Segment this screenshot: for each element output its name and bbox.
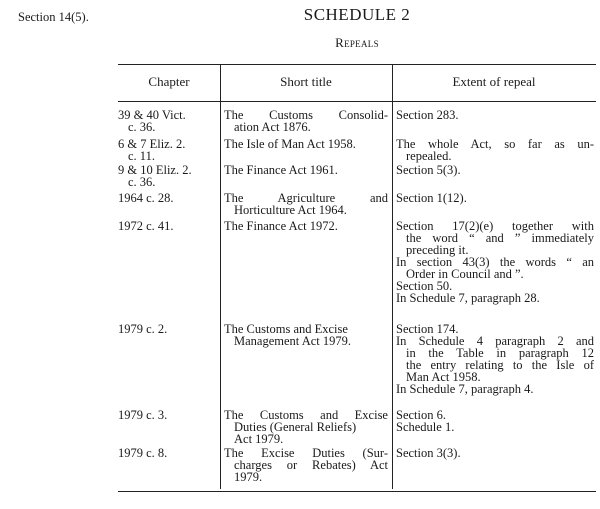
cell-line: The Finance Act 1961. — [224, 163, 338, 177]
cell-line: 1979 c. 2. — [118, 322, 168, 336]
cell-line: Section 50. — [396, 279, 453, 293]
cell-line: c. 36. — [128, 175, 156, 189]
cell-line: 6 & 7 Eliz. 2. — [118, 137, 186, 151]
cell-line: Section 5(3). — [396, 163, 461, 177]
chapter-cell — [118, 323, 216, 335]
extent-cell — [396, 192, 594, 204]
extent-cell — [396, 323, 594, 395]
extent-cell — [396, 138, 594, 162]
cell-line: 1964 c. 28. — [118, 191, 174, 205]
cell-line: in the Table in paragraph 12 — [406, 346, 594, 360]
cell-line: Section 283. — [396, 108, 459, 122]
cell-line: 9 & 10 Eliz. 2. — [118, 163, 192, 177]
cell-line: 1972 c. 41. — [118, 219, 174, 233]
chapter-cell — [118, 164, 216, 188]
cell-line: The Customs and Excise — [224, 408, 388, 422]
chapter-cell — [118, 220, 216, 232]
schedule-subtitle: Repeals — [335, 35, 379, 50]
cell-line: Management Act 1979. — [234, 334, 351, 348]
table-bottom-rule — [118, 491, 596, 492]
cell-line: 39 & 40 Vict. — [118, 108, 186, 122]
cell-line: The Customs Consolid- — [224, 108, 388, 122]
chapter-cell — [118, 138, 216, 162]
short-title-cell — [224, 109, 388, 133]
header-extent: Extent of repeal — [452, 74, 536, 89]
cell-line: The Agriculture and — [224, 191, 388, 205]
cell-line: repealed. — [406, 149, 452, 163]
margin-note: Section 14(5). — [18, 10, 89, 24]
cell-line: Man Act 1958. — [406, 370, 481, 384]
cell-line: Section 6. — [396, 408, 446, 422]
cell-line: Horticulture Act 1964. — [234, 203, 347, 217]
header-short-title: Short title — [280, 74, 332, 89]
cell-line: The Finance Act 1972. — [224, 219, 338, 233]
cell-line: In section 43(3) the words “ an — [396, 255, 594, 269]
short-title-cell — [224, 323, 388, 347]
cell-line: Section 3(3). — [396, 446, 461, 460]
chapter-cell — [118, 409, 216, 421]
chapter-cell — [118, 447, 216, 459]
cell-line: The Excise Duties (Sur- — [224, 446, 388, 460]
cell-line: Duties (General Reliefs) — [234, 420, 357, 434]
chapter-cell — [118, 192, 216, 204]
column-divider — [392, 64, 393, 489]
extent-cell — [396, 447, 594, 459]
cell-line: the word “ and ” immediately — [406, 231, 594, 245]
cell-line: In Schedule 7, paragraph 4. — [396, 382, 534, 396]
cell-line: c. 11. — [128, 149, 155, 163]
cell-line: The Isle of Man Act 1958. — [224, 137, 356, 151]
cell-line: 1979 c. 8. — [118, 446, 168, 460]
cell-line: In Schedule 4 paragraph 2 and — [396, 334, 594, 348]
cell-line: Section 174. — [396, 322, 459, 336]
chapter-cell — [118, 109, 216, 133]
header-chapter: Chapter — [148, 74, 190, 89]
short-title-cell — [224, 447, 388, 483]
short-title-cell — [224, 164, 388, 176]
cell-line: c. 36. — [128, 120, 156, 134]
short-title-cell — [224, 220, 388, 232]
cell-line: the entry relating to the Isle of — [406, 358, 594, 372]
cell-line: In Schedule 7, paragraph 28. — [396, 291, 540, 305]
cell-line: Order in Council and ”. — [406, 267, 524, 281]
cell-line: Act 1979. — [234, 432, 284, 446]
extent-cell — [396, 220, 594, 304]
short-title-cell — [224, 409, 388, 445]
extent-cell — [396, 164, 594, 176]
cell-line: The Customs and Excise — [224, 322, 348, 336]
cell-line: charges or Rebates) Act — [234, 458, 388, 472]
schedule-title: SCHEDULE 2 — [303, 5, 411, 24]
extent-cell — [396, 409, 594, 433]
cell-line: Section 1(12). — [396, 191, 467, 205]
cell-line: 1979 c. 3. — [118, 408, 168, 422]
cell-line: ation Act 1876. — [234, 120, 311, 134]
extent-cell — [396, 109, 594, 121]
cell-line: The whole Act, so far as un- — [396, 137, 594, 151]
cell-line: preceding it. — [406, 243, 469, 257]
header-rule — [118, 101, 596, 102]
cell-line: Schedule 1. — [396, 420, 455, 434]
cell-line: Section 17(2)(e) together with — [396, 219, 594, 233]
column-divider — [220, 64, 221, 489]
cell-line: 1979. — [234, 470, 263, 484]
short-title-cell — [224, 192, 388, 216]
short-title-cell — [224, 138, 388, 150]
table-top-rule — [118, 64, 596, 65]
